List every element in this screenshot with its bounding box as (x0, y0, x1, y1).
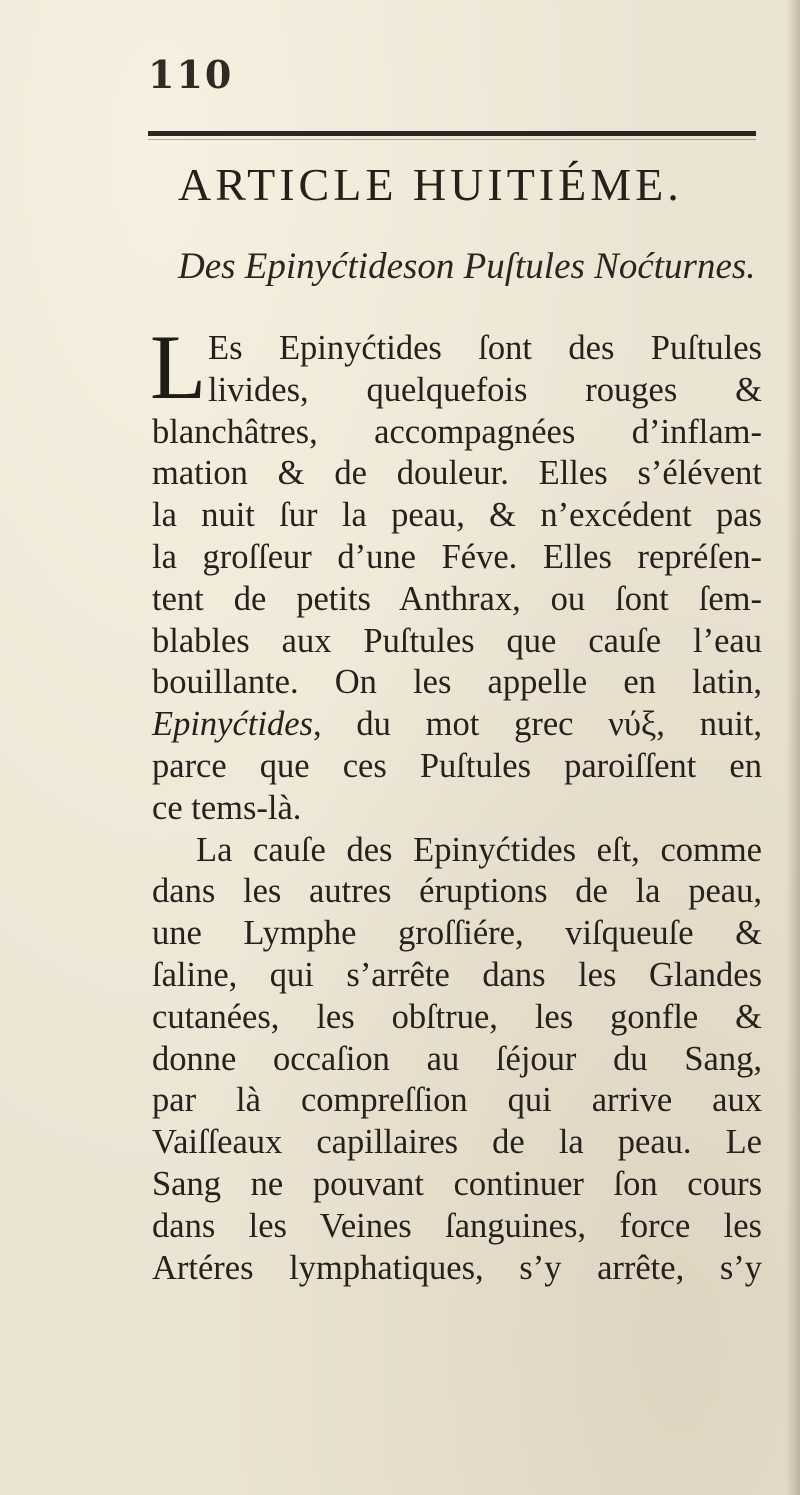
text-line: la nuit ſur la peau, & n’excédent pas (152, 496, 762, 535)
italic-term: Epinyćtides (152, 705, 313, 744)
text-line: cutanées, les obſtrue, les gonfle & (152, 997, 762, 1036)
text-line: parce que ces Puſtules paroiſſent en (152, 746, 762, 785)
article-subheading: Des Epinyćtideson Puſtules Noćturnes. (178, 246, 756, 287)
text-line: Vaiſſeaux capillaires de la peau. Le (152, 1123, 762, 1162)
text-line: blanchâtres, accompagnées d’inflam- (152, 412, 762, 451)
text-line: Es Epinyćtides ſont des Puſtules (208, 329, 762, 367)
text-line: mation & de douleur. Elles s’élévent (152, 454, 762, 493)
text-line: blables aux Puſtules que cauſe l’eau (152, 621, 762, 660)
italic-line-rest: , du mot grec νύξ, nuit, (312, 705, 762, 744)
text-line: donne occaſion au ſéjour du Sang, (152, 1039, 762, 1078)
text-line: tent de petits Anthrax, ou ſont ſem- (152, 579, 762, 618)
text-line: Sang ne pouvant continuer ſon cours (152, 1164, 762, 1203)
header-rule (148, 131, 756, 136)
text-line: la groſſeur d’une Féve. Elles repréſen- (152, 537, 762, 576)
text-line-italic (152, 704, 762, 746)
text-line: ce tems-là. (152, 788, 302, 827)
text-line: Artéres lymphatiques, s’y arrête, s’y (152, 1248, 762, 1287)
text-line: dans les Veines ſanguines, force les (152, 1206, 762, 1245)
dropcap: L (150, 316, 207, 418)
page-number: 110 (148, 52, 234, 97)
text-line: bouillante. On les appelle en latin, (152, 663, 762, 702)
text-line: La cauſe des Epinyćtides eſt, comme (196, 830, 762, 869)
text-line: ſaline, qui s’arrête dans les Glandes (152, 955, 762, 994)
text-line: une Lymphe groſſiére, viſqueuſe & (152, 914, 762, 953)
text-line: livides, quelquefois rouges & (208, 370, 762, 409)
paragraph-2 (152, 830, 762, 1290)
paragraph-1 (150, 316, 762, 830)
text-line: dans les autres éruptions de la peau, (152, 872, 762, 911)
text-line: par là compreſſion qui arrive aux (152, 1081, 762, 1120)
header-rule-thin (148, 139, 756, 140)
body-text (150, 316, 762, 1289)
page-edge-shadow (786, 0, 800, 1495)
article-heading: ARTICLE HUITIÉME. (178, 159, 683, 210)
